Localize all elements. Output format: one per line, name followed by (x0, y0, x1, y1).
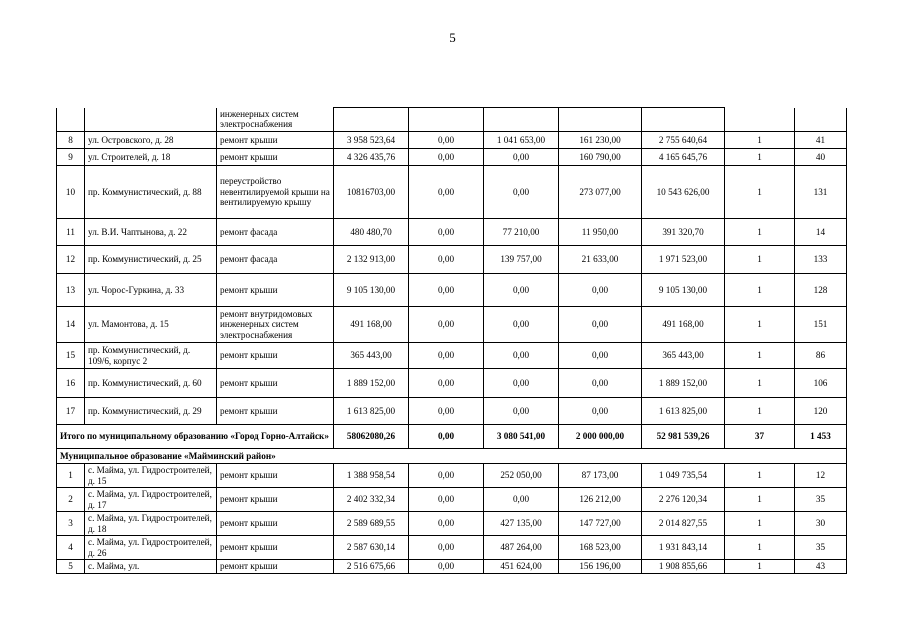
residents-cell: 86 (795, 343, 847, 369)
work-cell: ремонт крыши (217, 343, 334, 369)
residents-cell: 35 (795, 536, 847, 560)
fund-cell: 0,00 (409, 132, 484, 149)
work-cell: ремонт крыши (217, 398, 334, 425)
table-row (57, 219, 847, 246)
page-number: 5 (449, 30, 456, 45)
region-budget-cell: 0,00 (484, 166, 559, 219)
total-label: Итого по муниципальному образованию «Город Горно-Алтайск» (57, 425, 334, 449)
table-row (57, 108, 847, 132)
table-row (57, 398, 847, 425)
work-cell: ремонт крыши (217, 464, 334, 488)
row-number: 3 (57, 512, 85, 536)
address-cell: ул. В.И. Чаптынова, д. 22 (85, 219, 217, 246)
total-cost-cell: 3 958 523,64 (334, 132, 409, 149)
house-count-cell: 1 (725, 464, 795, 488)
total-cost-cell: 4 326 435,76 (334, 149, 409, 166)
local-budget-cell: 0,00 (559, 398, 642, 425)
address-cell: пр. Коммунистический, д. 25 (85, 246, 217, 274)
fund-cell: 0,00 (409, 219, 484, 246)
table-row (57, 132, 847, 149)
region-budget-cell: 0,00 (484, 307, 559, 343)
local-budget-cell: 168 523,00 (559, 536, 642, 560)
house-count-cell: 1 (725, 343, 795, 369)
total-cost-cell: 2 587 630,14 (334, 536, 409, 560)
row-number: 17 (57, 398, 85, 425)
house-count-cell: 1 (725, 166, 795, 219)
residents-cell: 151 (795, 307, 847, 343)
total-c4-cell: 52 981 539,26 (642, 425, 725, 449)
address-cell: с. Майма, ул. Гидростроителей, д. 26 (85, 536, 217, 560)
region-budget-cell: 427 135,00 (484, 512, 559, 536)
residents-cell: 43 (795, 560, 847, 574)
repair-table (56, 107, 847, 574)
owners-funds-cell: 365 443,00 (642, 343, 725, 369)
table-row (57, 512, 847, 536)
house-count-cell: 1 (725, 398, 795, 425)
owners-funds-cell: 1 049 735,54 (642, 464, 725, 488)
row-number: 5 (57, 560, 85, 574)
section-row (57, 449, 847, 464)
local-budget-cell: 21 633,00 (559, 246, 642, 274)
table-row (57, 246, 847, 274)
fund-cell: 0,00 (409, 464, 484, 488)
region-budget-cell: 252 050,00 (484, 464, 559, 488)
region-budget-cell: 487 264,00 (484, 536, 559, 560)
region-budget-cell: 0,00 (484, 488, 559, 512)
owners-funds-cell: 4 165 645,76 (642, 149, 725, 166)
owners-funds-cell: 2 755 640,64 (642, 132, 725, 149)
local-budget-cell: 273 077,00 (559, 166, 642, 219)
table-row (57, 464, 847, 488)
fund-cell: 0,00 (409, 246, 484, 274)
work-cell: ремонт крыши (217, 560, 334, 574)
fund-cell: 0,00 (409, 369, 484, 398)
owners-funds-cell: 2 276 120,34 (642, 488, 725, 512)
fund-cell: 0,00 (409, 274, 484, 307)
house-count-cell: 1 (725, 307, 795, 343)
owners-funds-cell: 9 105 130,00 (642, 274, 725, 307)
work-cell: ремонт крыши (217, 132, 334, 149)
row-number: 1 (57, 464, 85, 488)
local-budget-cell: 126 212,00 (559, 488, 642, 512)
residents-cell: 30 (795, 512, 847, 536)
address-cell: пр. Коммунистический, д. 60 (85, 369, 217, 398)
fund-cell: 0,00 (409, 512, 484, 536)
address-cell: с. Майма, ул. Гидростроителей, д. 15 (85, 464, 217, 488)
house-count-cell: 1 (725, 219, 795, 246)
region-budget-cell: 1 041 653,00 (484, 132, 559, 149)
house-count-cell: 1 (725, 132, 795, 149)
owners-funds-cell: 1 908 855,66 (642, 560, 725, 574)
fund-cell: 0,00 (409, 560, 484, 574)
residents-cell: 40 (795, 149, 847, 166)
total-cost-cell: 1 613 825,00 (334, 398, 409, 425)
fund-cell: 0,00 (409, 488, 484, 512)
residents-cell: 128 (795, 274, 847, 307)
total-cost-cell: 2 589 689,55 (334, 512, 409, 536)
house-count-cell: 1 (725, 246, 795, 274)
total-cost-cell: 2 402 332,34 (334, 488, 409, 512)
table-row (57, 369, 847, 398)
address-cell: ул. Островского, д. 28 (85, 132, 217, 149)
owners-funds-cell: 1 613 825,00 (642, 398, 725, 425)
section-label: Муниципальное образование «Майминский район» (57, 449, 847, 464)
house-count-cell: 1 (725, 369, 795, 398)
region-budget-cell: 451 624,00 (484, 560, 559, 574)
region-budget-cell: 0,00 (484, 369, 559, 398)
total-cost-cell: 365 443,00 (334, 343, 409, 369)
residents-cell: 133 (795, 246, 847, 274)
table-row (57, 343, 847, 369)
total-cost-cell: 2 132 913,00 (334, 246, 409, 274)
fund-cell: 0,00 (409, 536, 484, 560)
row-number: 15 (57, 343, 85, 369)
work-cell: переустройство невентилируемой крыши на вентилируемую крышу (217, 166, 334, 219)
local-budget-cell: 161 230,00 (559, 132, 642, 149)
owners-funds-cell: 10 543 626,00 (642, 166, 725, 219)
total-row (57, 425, 847, 449)
total-total-cell: 58062080,26 (334, 425, 409, 449)
total-cost-cell: 1 388 958,54 (334, 464, 409, 488)
total-cost-cell: 9 105 130,00 (334, 274, 409, 307)
table-row (57, 536, 847, 560)
address-cell: с. Майма, ул. Гидростроителей, д. 17 (85, 488, 217, 512)
table-row (57, 488, 847, 512)
row-number: 4 (57, 536, 85, 560)
residents-cell: 131 (795, 166, 847, 219)
work-cell: ремонт крыши (217, 488, 334, 512)
owners-funds-cell: 391 320,70 (642, 219, 725, 246)
residents-cell: 120 (795, 398, 847, 425)
total-cost-cell: 491 168,00 (334, 307, 409, 343)
total-cost-cell: 480 480,70 (334, 219, 409, 246)
row-number: 11 (57, 219, 85, 246)
table-row (57, 149, 847, 166)
address-cell: пр. Коммунистический, д. 109/6, корпус 2 (85, 343, 217, 369)
house-count-cell: 1 (725, 536, 795, 560)
address-cell: с. Майма, ул. Гидростроителей, д. 18 (85, 512, 217, 536)
work-cell: ремонт крыши (217, 512, 334, 536)
total-c2-cell: 3 080 541,00 (484, 425, 559, 449)
region-budget-cell: 139 757,00 (484, 246, 559, 274)
row-number: 16 (57, 369, 85, 398)
house-count-cell: 1 (725, 488, 795, 512)
row-number: 9 (57, 149, 85, 166)
owners-funds-cell: 491 168,00 (642, 307, 725, 343)
house-count-cell: 1 (725, 512, 795, 536)
total-people-cell: 1 453 (795, 425, 847, 449)
owners-funds-cell: 1 931 843,14 (642, 536, 725, 560)
table-row (57, 307, 847, 343)
local-budget-cell: 0,00 (559, 343, 642, 369)
residents-cell: 106 (795, 369, 847, 398)
local-budget-cell: 0,00 (559, 369, 642, 398)
address-cell: пр. Коммунистический, д. 29 (85, 398, 217, 425)
work-cell: ремонт крыши (217, 149, 334, 166)
table-row (57, 560, 847, 574)
total-c3-cell: 2 000 000,00 (559, 425, 642, 449)
row-number: 13 (57, 274, 85, 307)
row-number: 10 (57, 166, 85, 219)
region-budget-cell: 0,00 (484, 274, 559, 307)
work-cell: ремонт внутридомовых инженерных систем электроснабжения (217, 307, 334, 343)
region-budget-cell: 0,00 (484, 149, 559, 166)
table-row (57, 166, 847, 219)
residents-cell: 41 (795, 132, 847, 149)
fund-cell: 0,00 (409, 343, 484, 369)
table-row (57, 274, 847, 307)
total-cost-cell: 10816703,00 (334, 166, 409, 219)
work-cell: ремонт фасада (217, 219, 334, 246)
local-budget-cell: 11 950,00 (559, 219, 642, 246)
work-cell: ремонт фасада (217, 246, 334, 274)
work-cell: ремонт крыши (217, 369, 334, 398)
row-number: 14 (57, 307, 85, 343)
address-cell: ул. Строителей, д. 18 (85, 149, 217, 166)
total-cost-cell: 2 516 675,66 (334, 560, 409, 574)
fund-cell: 0,00 (409, 307, 484, 343)
local-budget-cell: 156 196,00 (559, 560, 642, 574)
residents-cell: 14 (795, 219, 847, 246)
residents-cell: 35 (795, 488, 847, 512)
row-number: 8 (57, 132, 85, 149)
local-budget-cell: 0,00 (559, 307, 642, 343)
local-budget-cell: 0,00 (559, 274, 642, 307)
local-budget-cell: 87 173,00 (559, 464, 642, 488)
work-cell: ремонт крыши (217, 536, 334, 560)
local-budget-cell: 160 790,00 (559, 149, 642, 166)
house-count-cell: 1 (725, 274, 795, 307)
address-cell: с. Майма, ул. (85, 560, 217, 574)
region-budget-cell: 0,00 (484, 398, 559, 425)
row-number: 2 (57, 488, 85, 512)
row-number: 12 (57, 246, 85, 274)
owners-funds-cell: 2 014 827,55 (642, 512, 725, 536)
region-budget-cell: 0,00 (484, 343, 559, 369)
house-count-cell: 1 (725, 560, 795, 574)
house-count-cell: 1 (725, 149, 795, 166)
total-cost-cell: 1 889 152,00 (334, 369, 409, 398)
owners-funds-cell: 1 971 523,00 (642, 246, 725, 274)
fund-cell: 0,00 (409, 166, 484, 219)
residents-cell: 12 (795, 464, 847, 488)
fund-cell: 0,00 (409, 149, 484, 166)
work-cell: инженерных систем электроснабжения (217, 108, 334, 132)
total-c1-cell: 0,00 (409, 425, 484, 449)
fund-cell: 0,00 (409, 398, 484, 425)
region-budget-cell: 77 210,00 (484, 219, 559, 246)
owners-funds-cell: 1 889 152,00 (642, 369, 725, 398)
address-cell: пр. Коммунистический, д. 88 (85, 166, 217, 219)
address-cell: ул. Чорос-Гуркина, д. 33 (85, 274, 217, 307)
address-cell: ул. Мамонтова, д. 15 (85, 307, 217, 343)
local-budget-cell: 147 727,00 (559, 512, 642, 536)
total-count-cell: 37 (725, 425, 795, 449)
work-cell: ремонт крыши (217, 274, 334, 307)
